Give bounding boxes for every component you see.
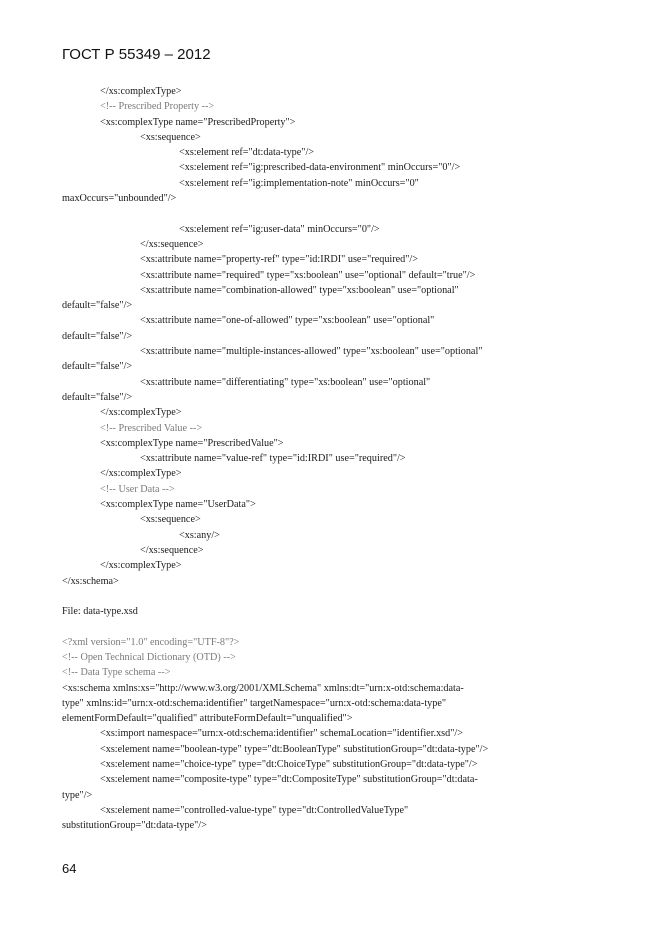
- code-comment: <!-- User Data -->: [100, 483, 175, 495]
- code-line: elementFormDefault="qualified" attributeFormDefault="unqualified">: [62, 713, 353, 725]
- code-line: <xs:element name="controlled-value-type" type="dt:ControlledValueType": [100, 804, 409, 816]
- code-line: <xs:any/>: [179, 529, 220, 541]
- page-number: 64: [62, 861, 77, 876]
- code-comment: <!-- Open Technical Dictionary (OTD) -->: [62, 651, 236, 663]
- code-line: <xs:complexType name="PrescribedValue">: [100, 437, 284, 449]
- code-line: <xs:attribute name="required" type="xs:boolean" use="optional" default="true"/>: [140, 269, 476, 281]
- code-line: default="false"/>: [62, 361, 133, 373]
- code-comment: <!-- Prescribed Value -->: [100, 422, 203, 434]
- code-line: <xs:schema xmlns:xs="http://www.w3.org/2001/XMLSchema" xmlns:dt="urn:x-otd:schema:data-: [62, 682, 464, 694]
- code-line: <xs:attribute name="one-of-allowed" type="xs:boolean" use="optional": [140, 315, 435, 327]
- code-line: <xs:attribute name="value-ref" type="id:IRDI" use="required"/>: [140, 453, 406, 465]
- blank-line: [62, 619, 622, 634]
- xml-declaration: <?xml version="1.0" encoding="UTF-8"?>: [62, 636, 240, 648]
- code-line: <xs:import namespace="urn:x-otd:schema:identifier" schemaLocation="identifier.xsd"/>: [100, 728, 463, 740]
- code-line: </xs:complexType>: [100, 407, 182, 419]
- code-line: </xs:sequence>: [140, 544, 204, 556]
- code-line: </xs:sequence>: [140, 238, 204, 250]
- code-line: <xs:complexType name="PrescribedProperty">: [100, 116, 296, 128]
- blank-line: [62, 589, 622, 604]
- code-line: </xs:complexType>: [100, 560, 182, 572]
- code-listing: [62, 84, 622, 834]
- code-line: <xs:attribute name="combination-allowed" type="xs:boolean" use="optional": [140, 284, 459, 296]
- code-line: type"/>: [62, 789, 93, 801]
- code-line: default="false"/>: [62, 330, 133, 342]
- code-line: <xs:element ref="ig:implementation-note" minOccurs="0": [179, 177, 419, 189]
- code-line: </xs:complexType>: [100, 468, 182, 480]
- blank-line: [62, 206, 622, 221]
- code-line: default="false"/>: [62, 391, 133, 403]
- code-line: <xs:element ref="ig:prescribed-data-environment" minOccurs="0"/>: [179, 162, 461, 174]
- standard-header: ГОСТ Р 55349 – 2012: [62, 46, 211, 63]
- code-line: <xs:attribute name="multiple-instances-allowed" type="xs:boolean" use="optional": [140, 346, 483, 358]
- code-comment: <!-- Prescribed Property -->: [100, 101, 215, 113]
- code-line: substitutionGroup="dt:data-type"/>: [62, 820, 207, 832]
- code-comment: <!-- Data Type schema -->: [62, 667, 171, 679]
- code-line: <xs:element name="boolean-type" type="dt:BooleanType" substitutionGroup="dt:data-type"/>: [100, 743, 489, 755]
- code-line: </xs:schema>: [62, 575, 119, 587]
- code-line: <xs:complexType name="UserData">: [100, 499, 256, 511]
- code-line: <xs:sequence>: [140, 131, 201, 143]
- code-line: maxOccurs="unbounded"/>: [62, 193, 177, 205]
- code-line: <xs:attribute name="property-ref" type="id:IRDI" use="required"/>: [140, 254, 419, 266]
- code-line: </xs:complexType>: [100, 86, 182, 97]
- code-line: <xs:sequence>: [140, 514, 201, 526]
- code-line: <xs:element ref="ig:user-data" minOccurs="0"/>: [179, 223, 380, 235]
- code-line: default="false"/>: [62, 300, 133, 312]
- code-line: type" xmlns:id="urn:x-otd:schema:identifier" targetNamespace="urn:x-otd:schema:data-type": [62, 697, 447, 709]
- code-line: <xs:element ref="dt:data-type"/>: [179, 147, 315, 159]
- code-line: <xs:element name="choice-type" type="dt:ChoiceType" substitutionGroup="dt:data-type"/>: [100, 759, 478, 771]
- code-line: <xs:element name="composite-type" type="dt:CompositeType" substitutionGroup="dt:data-: [100, 774, 478, 786]
- code-line: <xs:attribute name="differentiating" type="xs:boolean" use="optional": [140, 376, 431, 388]
- file-label: File: data-type.xsd: [62, 606, 138, 618]
